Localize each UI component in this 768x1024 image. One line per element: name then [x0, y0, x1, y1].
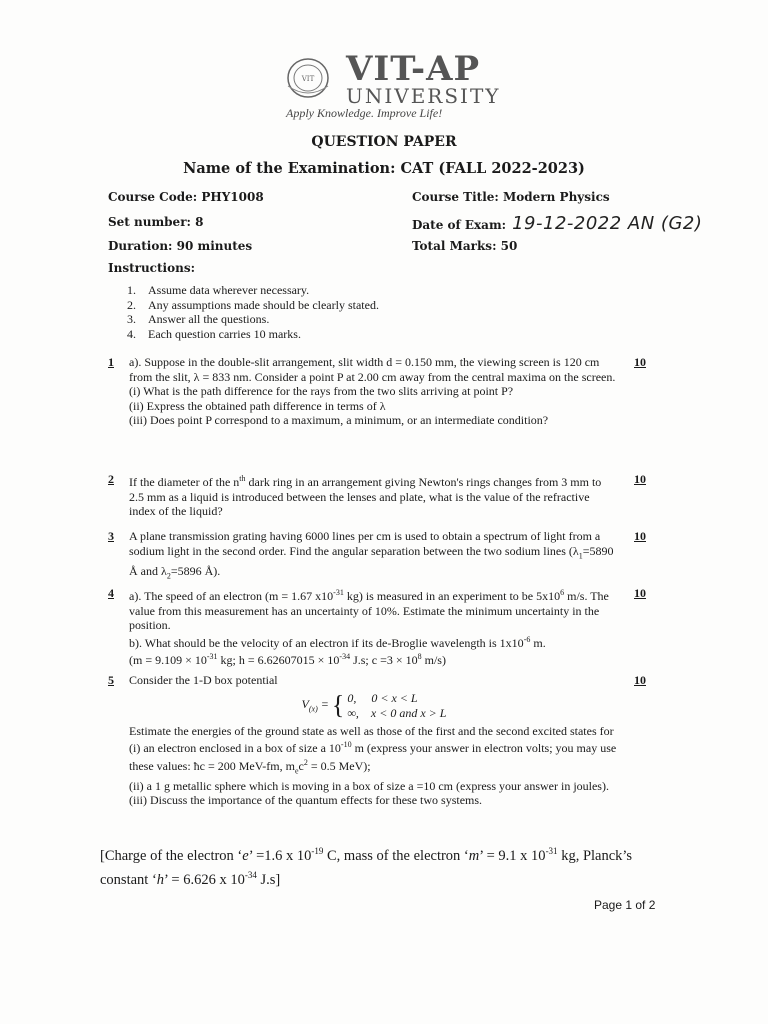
question-number: 2 — [108, 472, 114, 486]
instruction-item: 2. Any assumptions made should be clearly stated. — [127, 297, 379, 312]
question-text: (iii) Does point P correspond to a maximum, a minimum, or an intermediate condition? — [129, 413, 549, 428]
question-text: (ii) Express the obtained path difference in terms of λ — [129, 398, 386, 413]
question-number: 1 — [108, 355, 114, 369]
instruction-item: 1. Assume data wherever necessary. — [127, 283, 310, 297]
question-marks: 10 — [634, 673, 646, 687]
logo-sub-text: UNIVERSITY — [346, 84, 501, 108]
potential-equation: $V_{(x)}$ = { 0, 0 < x < L ∞, x < 0 and x > L — [301, 690, 447, 720]
instruction-item: 4. Each question carries 10 marks. — [127, 326, 301, 341]
question-text: Estimate the energies of the ground state as well as those of the first and the second excited states for — [129, 723, 614, 738]
university-logo — [286, 49, 501, 122]
question-marks: 10 — [634, 355, 646, 369]
question-text: A plane transmission grating having 6000 lines per cm is used to obtain a spectrum of light from a sodium light in the second order. Find the angular separation between the two sodium lines ($\lambda_1=5890$ Å and $\lambda_2=5896$ Å). — [129, 529, 614, 580]
question-text: (i) an electron enclosed in a box of size a $10^{-10}$ m (express your answer in electron volts; you may use these values: ħc = 200 MeV-fm, $m_ec^2 = 0.5$ MeV); — [129, 740, 617, 776]
exam-name: Name of the Examination: CAT (FALL 2022-2023) — [183, 160, 585, 177]
handwritten-date: 19-12-2022 AN (G2) — [512, 213, 703, 234]
set-number: Set number: 8 — [108, 215, 204, 229]
course-title: Course Title: Modern Physics — [412, 190, 610, 204]
instruction-item: 3. Answer all the questions. — [127, 312, 270, 326]
question-text: (ii) a 1 g metallic sphere which is moving in a box of size a =10 cm (express your answer in joules). — [129, 778, 609, 793]
logo-tagline: Apply Knowledge. Improve Life! — [286, 106, 443, 120]
question-text: b). What should be the velocity of an electron if its de-Broglie wavelength is $1x10^{-6}$ m. — [129, 634, 546, 650]
date-of-exam — [412, 213, 702, 234]
university-seal-icon — [286, 56, 344, 100]
total-marks: Total Marks: 50 — [412, 239, 518, 253]
question-marks: 10 — [634, 472, 646, 486]
question-text: If the diameter of the $n^{th}$ dark ring in an arrangement giving Newton's rings changes from 3 mm to 2.5 mm as a liquid is introduced between the lenses and plate, what is the value of the refractive index of the liquid? — [129, 474, 602, 519]
question-text: (iii) Discuss the importance of the quantum effects for these two systems. — [129, 793, 483, 808]
paper-title: QUESTION PAPER — [311, 134, 457, 150]
question-text: ($m = 9.109 \times 10^{-31}$ kg; $h = 6.62607015 \times 10^{-34}$ J.s; $c =3 \times 10^8$ m/s) — [129, 652, 446, 668]
instructions-heading: Instructions: — [108, 261, 196, 275]
question-text: a). The speed of an electron (m = 1.67 $x10^{-31}$ kg) is measured in an experiment to be $5x10^6$ m/s. The value from this measurement has an uncertainty of 10%. Estimate the minimum uncertainty in the position. — [129, 588, 609, 633]
question-text: a). Suppose in the double-slit arrangement, slit width d = 0.150 mm, the viewing screen is 120 cm from the slit, λ = 833 nm. Consider a point P at 2.00 cm away from the central maxima on the screen. — [129, 355, 616, 384]
instructions-list — [127, 283, 379, 341]
date-label: Date of Exam: — [412, 218, 507, 232]
question-marks: 10 — [634, 529, 646, 543]
question-marks: 10 — [634, 586, 646, 600]
logo-main-text: VIT-AP — [346, 49, 481, 89]
question-number: 5 — [108, 673, 114, 687]
svg-text:VIT: VIT — [301, 75, 315, 83]
constants-note: [Charge of the electron ‘e’ =1.6 x $10^{-19}$ C, mass of the electron ‘m’ = 9.1 x $10^{-31}$ kg, Planck’s constant ‘h’ = 6.626 x $10^{-34}$ J.s] — [100, 846, 633, 888]
question-text: (i) What is the path difference for the rays from the two slits arriving at point P? — [129, 384, 514, 399]
duration: Duration: 90 minutes — [108, 239, 253, 253]
course-code: Course Code: PHY1008 — [108, 190, 264, 204]
question-number: 4 — [108, 586, 114, 600]
question-number: 3 — [108, 529, 114, 543]
page-number: Page 1 of 2 — [594, 898, 656, 912]
question-text: Consider the 1-D box potential — [129, 673, 278, 687]
